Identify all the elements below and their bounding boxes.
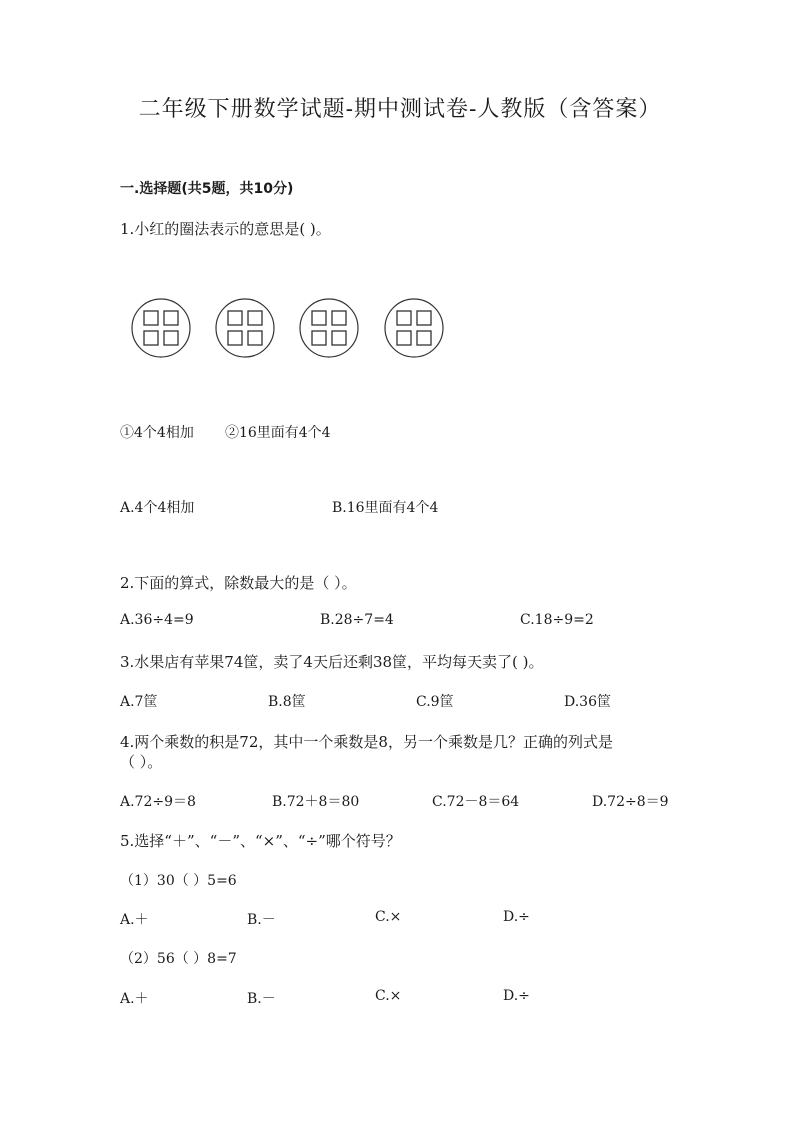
question-5-sub1-option-d[interactable]: D.÷ — [503, 909, 530, 925]
group-circle — [132, 299, 190, 357]
square-shape — [332, 311, 346, 325]
question-5-sub2-option-d[interactable]: D.÷ — [503, 988, 530, 1004]
question-1-option-a[interactable]: A.4个4相加 — [120, 500, 195, 516]
square-shape — [332, 331, 346, 345]
question-5-sub1-option-a[interactable]: A.＋ — [120, 912, 149, 928]
square-shape — [164, 311, 178, 325]
question-4-option-a[interactable]: A.72÷9＝8 — [120, 794, 196, 810]
question-2-option-b[interactable]: B.28÷7=4 — [320, 612, 394, 628]
question-1-option-b[interactable]: B.16里面有4个4 — [332, 500, 439, 516]
square-shape — [397, 311, 411, 325]
square-shape — [312, 331, 326, 345]
question-5-sub2-option-c[interactable]: C.× — [375, 988, 402, 1004]
question-1-stem: 1.小红的圈法表示的意思是( )。 — [120, 220, 331, 238]
square-shape — [228, 311, 242, 325]
question-3-option-b[interactable]: B.8筐 — [268, 694, 306, 710]
question-5-sub2-stem: （2）56（ ）8=7 — [120, 951, 237, 967]
square-shape — [417, 311, 431, 325]
question-5-sub1-option-b[interactable]: B.－ — [247, 912, 276, 928]
question-1-note: ①4个4相加 ②16里面有4个4 — [120, 425, 331, 441]
group-circle — [300, 299, 358, 357]
square-shape — [228, 331, 242, 345]
section-heading: 一.选择题(共5题，共10分) — [120, 181, 294, 197]
question-4-stem-continued: （ ）。 — [120, 753, 163, 771]
question-4-option-b[interactable]: B.72＋8＝80 — [272, 794, 360, 810]
group-circle — [385, 299, 443, 357]
question-3-option-a[interactable]: A.7筐 — [120, 694, 158, 710]
question-5-sub1-option-c[interactable]: C.× — [375, 909, 402, 925]
question-2-option-a[interactable]: A.36÷4=9 — [120, 612, 194, 628]
question-4-option-d[interactable]: D.72÷8＝9 — [592, 794, 669, 810]
square-shape — [164, 331, 178, 345]
question-5-stem: 5.选择“＋”、“－”、“×”、“÷”哪个符号？ — [120, 832, 401, 850]
question-4-option-c[interactable]: C.72－8＝64 — [432, 794, 520, 810]
group-circle — [216, 299, 274, 357]
square-shape — [248, 331, 262, 345]
question-4-stem: 4.两个乘数的积是72，其中一个乘数是8，另一个乘数是几？正确的列式是 — [120, 733, 613, 751]
question-3-stem: 3.水果店有苹果74筐，卖了4天后还剩38筐，平均每天卖了( )。 — [120, 653, 544, 671]
square-shape — [417, 331, 431, 345]
question-5-sub2-option-a[interactable]: A.＋ — [120, 991, 149, 1007]
circled-groups-figure — [125, 292, 455, 364]
square-shape — [312, 311, 326, 325]
question-2-stem: 2.下面的算式，除数最大的是（ ）。 — [120, 574, 357, 592]
question-5-sub2-option-b[interactable]: B.－ — [247, 991, 276, 1007]
page-title: 二年级下册数学试题-期中测试卷-人教版（含答案） — [138, 97, 662, 122]
question-3-option-c[interactable]: C.9筐 — [416, 694, 454, 710]
square-shape — [144, 331, 158, 345]
question-3-option-d[interactable]: D.36筐 — [564, 694, 611, 710]
question-2-option-c[interactable]: C.18÷9=2 — [520, 612, 594, 628]
question-5-sub1-stem: （1）30（ ）5=6 — [120, 873, 237, 889]
square-shape — [397, 331, 411, 345]
square-shape — [144, 311, 158, 325]
square-shape — [248, 311, 262, 325]
